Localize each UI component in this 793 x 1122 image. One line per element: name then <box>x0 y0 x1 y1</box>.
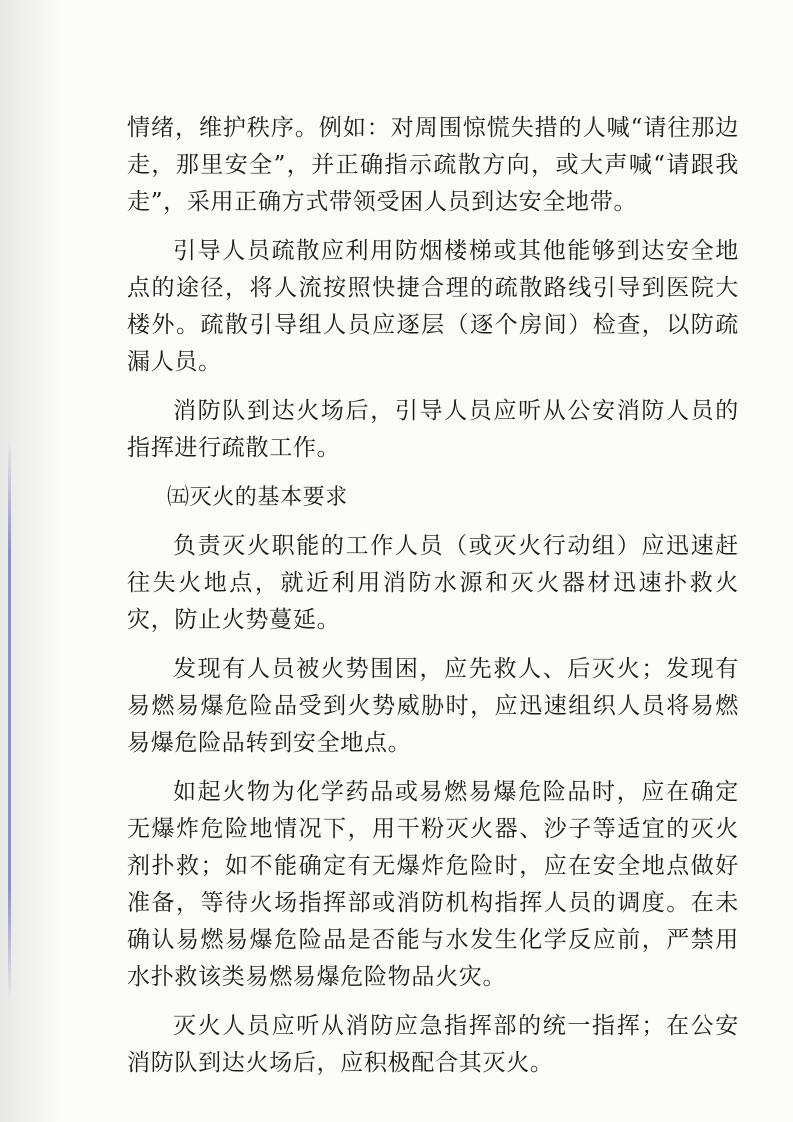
paragraph-firefighting-team: 负责灭火职能的工作人员（或灭火行动组）应迅速赶往失火地点，就近利用消防水源和灭火器材迅速扑救火灾，防止火势蔓延。 <box>127 533 739 633</box>
section-heading-firefighting-requirements: ㈤灭火的基本要求 <box>167 485 348 510</box>
paragraph-hazardous-materials: 如起火物为化学药品或易燃易爆危险品时，应在确定无爆炸危险地情况下，用干粉灭火器、沙子等适宜的灭火剂扑救；如不能确定有无爆炸危险时，应在安全地点做好准备，等待火场指挥部或消防机构指挥人员的调度。在未确认易燃易爆危险品是否能与水发生化学反应前，严禁用水扑救该类易燃易爆危险物品火灾。 <box>127 779 739 990</box>
paragraph-evacuation-routes: 引导人员疏散应利用防烟楼梯或其他能够到达安全地点的途径，将人流按照快捷合理的疏散路线引导到医院大楼外。疏散引导组人员应逐层（逐个房间）检查，以防疏漏人员。 <box>127 238 739 375</box>
document-page <box>127 110 739 1094</box>
paragraph-rescue-first: 发现有人员被火势围困，应先救人、后灭火；发现有易燃易爆危险品受到火势威胁时，应迅速组织人员将易燃易爆危险品转到安全地点。 <box>127 656 739 756</box>
paragraph-command-coordination: 灭火人员应听从消防应急指挥部的统一指挥；在公安消防队到达火场后，应积极配合其灭火。 <box>127 1013 739 1076</box>
binding-edge-mark <box>8 440 11 1000</box>
paragraph-fire-brigade-arrival: 消防队到达火场后，引导人员应听从公安消防人员的指挥进行疏散工作。 <box>127 398 739 461</box>
paragraph-crowd-guidance: 情绪，维护秩序。例如：对周围惊慌失措的人喊“请往那边走，那里安全”，并正确指示疏散方向，或大声喊“请跟我走”，采用正确方式带领受困人员到达安全地带。 <box>127 115 739 215</box>
